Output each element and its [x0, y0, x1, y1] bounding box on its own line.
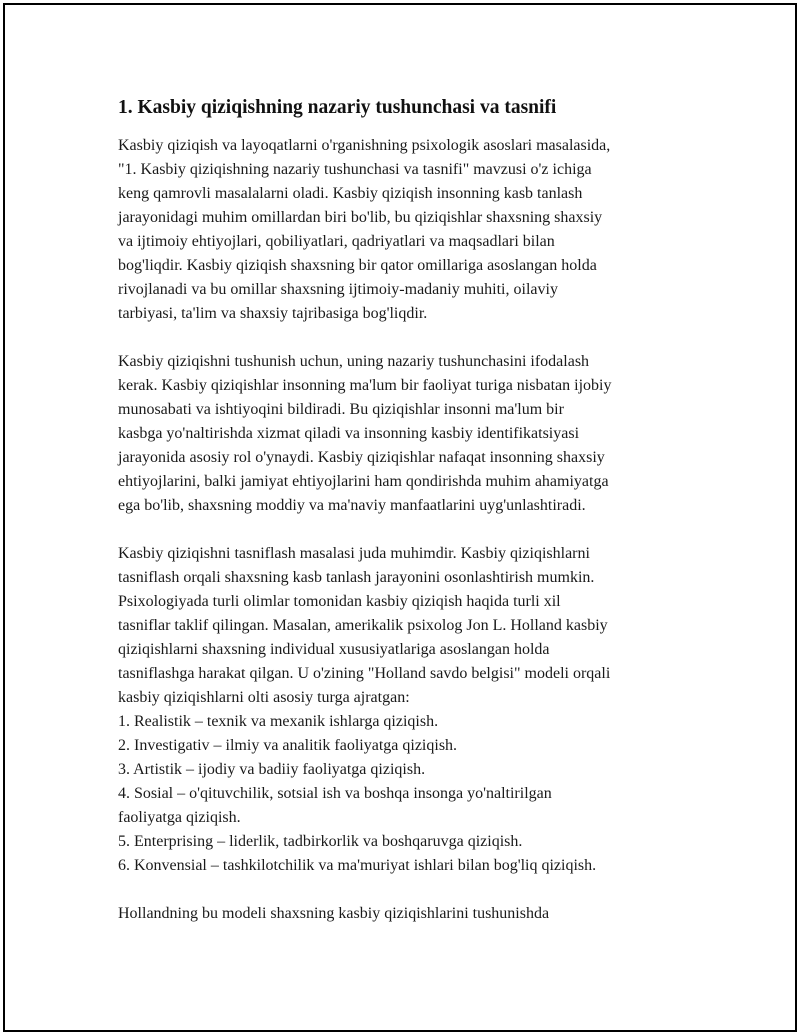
text-line: kerak. Kasbiy qiziqishlar insonning ma'lum bir faoliyat turiga nisbatan ijobiy — [118, 377, 612, 394]
paragraph-intro — [118, 134, 698, 326]
text-line: kasbga yo'naltirishda xizmat qiladi va insonning kasbiy identifikatsiyasi — [118, 425, 580, 442]
text-line: ega bo'lib, shaxsning moddiy va ma'naviy manfaatlarini uyg'unlashtiradi. — [118, 497, 586, 514]
text-line: munosabati va ishtiyoqini bildiradi. Bu qiziqishlar insonni ma'lum bir — [118, 401, 564, 418]
text-line: Psixologiyada turli olimlar tomonidan kasbiy qiziqish haqida turli xil — [118, 593, 561, 610]
paragraph-concept — [118, 350, 698, 518]
text-line: Kasbiy qiziqish va layoqatlarni o'rganishning psixologik asoslari masalasida, — [118, 137, 611, 154]
text-line: Kasbiy qiziqishni tasniflash masalasi juda muhimdir. Kasbiy qiziqishlarni — [118, 545, 590, 562]
text-line: tasniflar taklif qilingan. Masalan, amerikalik psixolog Jon L. Holland kasbiy — [118, 617, 608, 634]
text-line: ehtiyojlarini, balki jamiyat ehtiyojlarini ham qondirishda muhim ahamiyatga — [118, 473, 609, 490]
text-line: tasniflash orqali shaxsning kasb tanlash jarayonini osonlashtirish mumkin. — [118, 569, 595, 586]
list-item: 2. Investigativ – ilmiy va analitik faoliyatga qiziqish. — [118, 737, 458, 754]
list-item: 3. Artistik – ijodiy va badiiy faoliyatga qiziqish. — [118, 761, 426, 778]
list-item: 4. Sosial – o'qituvchilik, sotsial ish va boshqa insonga yo'naltirilgan — [118, 785, 552, 802]
list-item: 6. Konvensial – tashkilotchilik va ma'muriyat ishlari bilan bog'liq qiziqish. — [118, 857, 597, 874]
text-line: qiziqishlarni shaxsning individual xususiyatlariga asoslangan holda — [118, 641, 550, 658]
list-item: 5. Enterprising – liderlik, tadbirkorlik va boshqaruvga qiziqish. — [118, 833, 523, 850]
document-body — [118, 96, 698, 926]
paragraph-holland-model — [118, 902, 698, 926]
text-line: keng qamrovli masalalarni oladi. Kasbiy qiziqish insonning kasb tanlash — [118, 185, 583, 202]
text-line: tasniflashga harakat qilgan. U o'zining "Holland savdo belgisi" modeli orqali — [118, 665, 611, 682]
text-line: jarayonidagi muhim omillardan biri bo'lib, bu qiziqishlar shaxsning shaxsiy — [118, 209, 603, 226]
section-heading: 1. Kasbiy qiziqishning nazariy tushunchasi va tasnifi — [118, 97, 557, 118]
text-line: kasbiy qiziqishlarni olti asosiy turga ajratgan: — [118, 689, 410, 706]
list-item: 1. Realistik – texnik va mexanik ishlarga qiziqish. — [118, 713, 439, 730]
text-line: Kasbiy qiziqishni tushunish uchun, uning nazariy tushunchasini ifodalash — [118, 353, 590, 370]
paragraph-classification — [118, 542, 698, 878]
text-line: Hollandning bu modeli shaxsning kasbiy qiziqishlarini tushunishda — [118, 905, 550, 922]
text-line: jarayonida asosiy rol o'ynaydi. Kasbiy qiziqishlar nafaqat insonning shaxsiy — [118, 449, 605, 466]
text-line: "1. Kasbiy qiziqishning nazariy tushunchasi va tasnifi" mavzusi o'z ichiga — [118, 161, 592, 178]
list-item-continuation: faoliyatga qiziqish. — [118, 809, 241, 826]
text-line: tarbiyasi, ta'lim va shaxsiy tajribasiga bog'liqdir. — [118, 305, 428, 322]
text-line: bog'liqdir. Kasbiy qiziqish shaxsning bir qator omillariga asoslangan holda — [118, 257, 597, 274]
text-line: rivojlanadi va bu omillar shaxsning ijtimoiy-madaniy muhiti, oilaviy — [118, 281, 558, 298]
text-line: va ijtimoiy ehtiyojlari, qobiliyatlari, qadriyatlari va maqsadlari bilan — [118, 233, 555, 250]
